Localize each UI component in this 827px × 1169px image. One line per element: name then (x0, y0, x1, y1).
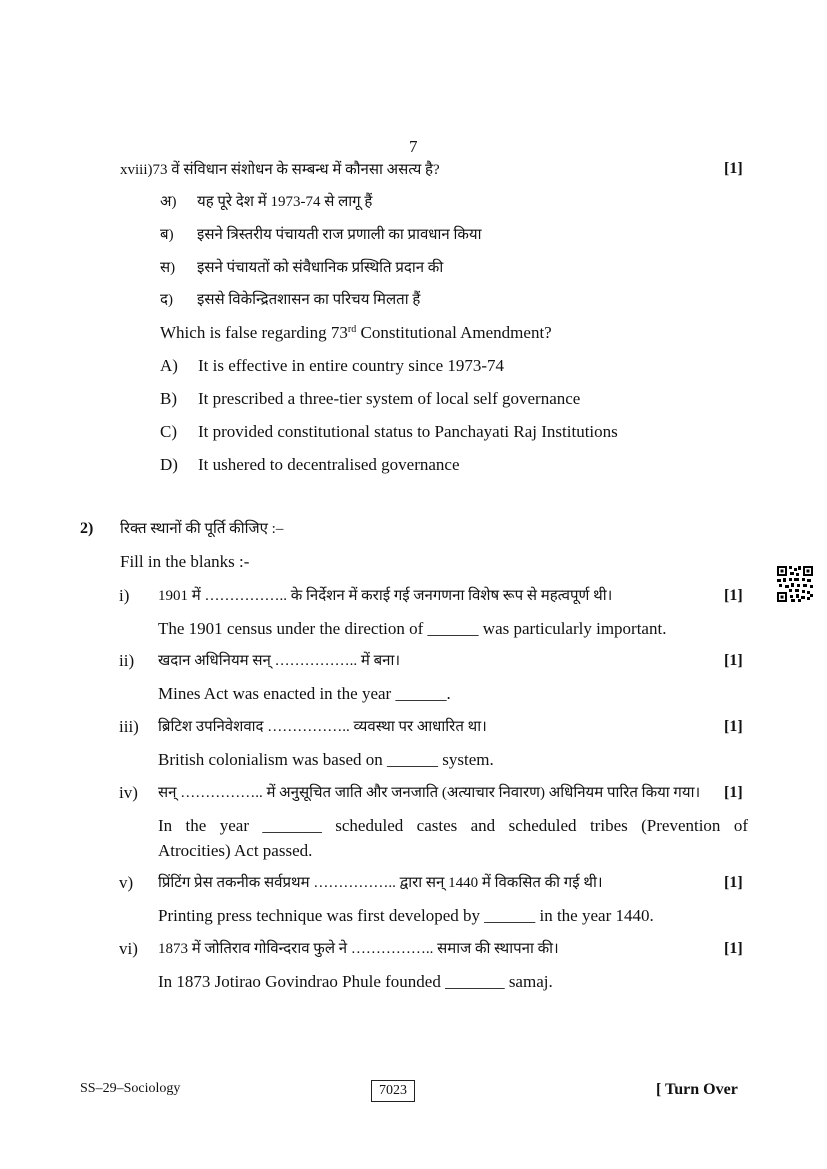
page-number: 7 (409, 137, 418, 156)
option-b-label: B) (160, 389, 177, 408)
item-iii-english: British colonialism was based on ______ system. (158, 750, 494, 769)
item-vi-english: In 1873 Jotirao Govindrao Phule founded _______ samaj. (158, 972, 553, 991)
option-a-text: It is effective in entire country since 1973-74 (198, 356, 505, 375)
question-2-number: 2) (80, 520, 94, 537)
item-vi-number: vi) (119, 939, 138, 958)
item-ii-number: ii) (119, 651, 135, 670)
item-vi-hindi: 1873 में जोतिराव गोविन्दराव फुले ने …………….. समाज की स्थापना की। (158, 941, 559, 957)
item-ii-marks: [1] (724, 652, 743, 669)
item-i-english: The 1901 census under the direction of ______ was particularly important. (158, 619, 667, 638)
qr-code-icon (776, 565, 814, 603)
item-iv-english-line-1: In the year _______ scheduled castes and scheduled tribes (Prevention of (158, 816, 748, 835)
superscript: rd (347, 324, 357, 335)
question-xviii-hindi (120, 160, 440, 180)
item-iii-hindi: ब्रिटिश उपनिवेशवाद …………….. व्यवस्था पर आधारित था। (158, 719, 487, 735)
question-2-heading-hindi: रिक्त स्थानों की पूर्ति कीजिए :– (120, 521, 284, 537)
item-i-hindi: 1901 में …………….. के निर्देशन में कराई गई जनगणना विशेष रूप से महत्वपूर्ण थी। (158, 588, 613, 604)
option-a-label: A) (160, 356, 178, 375)
option-c-text: It provided constitutional status to Panchayati Raj Institutions (198, 422, 618, 441)
item-iii-number: iii) (119, 717, 139, 736)
item-i-marks: [1] (724, 587, 743, 604)
question-number: xviii) (120, 162, 153, 178)
option-c-label: C) (160, 422, 177, 441)
item-v-number: v) (119, 873, 134, 892)
option-hindi-a-label: अ) (160, 194, 177, 210)
item-iv-hindi: सन् …………….. में अनुसूचित जाति और जनजाति (अत्याचार निवारण) अधिनियम पारित किया गया। (158, 785, 701, 801)
question-text-hindi: 73 वें संविधान संशोधन के सम्बन्ध में कौनसा असत्य है? (152, 162, 440, 178)
option-d-text: It ushered to decentralised governance (198, 455, 460, 474)
footer-turn-over: [ Turn Over (656, 1081, 738, 1098)
option-hindi-b-text: इसने त्रिस्तरीय पंचायती राज प्रणाली का प्रावधान किया (197, 227, 482, 243)
question-text-english-end: Constitutional Amendment? (356, 323, 552, 342)
option-b-text: It prescribed a three-tier system of local self governance (198, 389, 581, 408)
item-v-marks: [1] (724, 874, 743, 891)
item-v-english: Printing press technique was first developed by ______ in the year 1440. (158, 906, 654, 925)
option-d-label: D) (160, 455, 178, 474)
item-ii-hindi: खदान अधिनियम सन् …………….. में बना। (158, 653, 401, 669)
item-iv-english-line-2: Atrocities) Act passed. (158, 841, 313, 860)
footer-paper-code: 7023 (371, 1080, 415, 1102)
question-2-heading-english: Fill in the blanks :- (120, 552, 250, 571)
item-v-hindi: प्रिंटिंग प्रेस तकनीक सर्वप्रथम …………….. द्वारा सन् 1440 में विकसित की गई थी। (158, 875, 603, 891)
option-hindi-c-text: इसने पंचायतों को संवैधानिक प्रस्थिति प्रदान की (197, 260, 444, 276)
option-hindi-c-label: स) (160, 260, 176, 276)
marks: [1] (724, 160, 743, 177)
option-hindi-b-label: ब) (160, 227, 174, 243)
option-hindi-d-label: द) (160, 292, 173, 308)
question-text-english (160, 323, 552, 343)
item-iv-number: iv) (119, 783, 138, 802)
item-i-number: i) (119, 586, 130, 605)
item-iv-marks: [1] (724, 784, 743, 801)
question-text-english-start: Which is false regarding 73 (160, 323, 348, 342)
footer-subject-code: SS–29–Sociology (80, 1081, 181, 1096)
item-ii-english: Mines Act was enacted in the year ______. (158, 684, 451, 703)
item-vi-marks: [1] (724, 940, 743, 957)
item-iii-marks: [1] (724, 718, 743, 735)
option-hindi-a-text: यह पूरे देश में 1973-74 से लागू हैं (197, 194, 373, 210)
option-hindi-d-text: इससे विकेन्द्रितशासन का परिचय मिलता हैं (197, 292, 421, 308)
